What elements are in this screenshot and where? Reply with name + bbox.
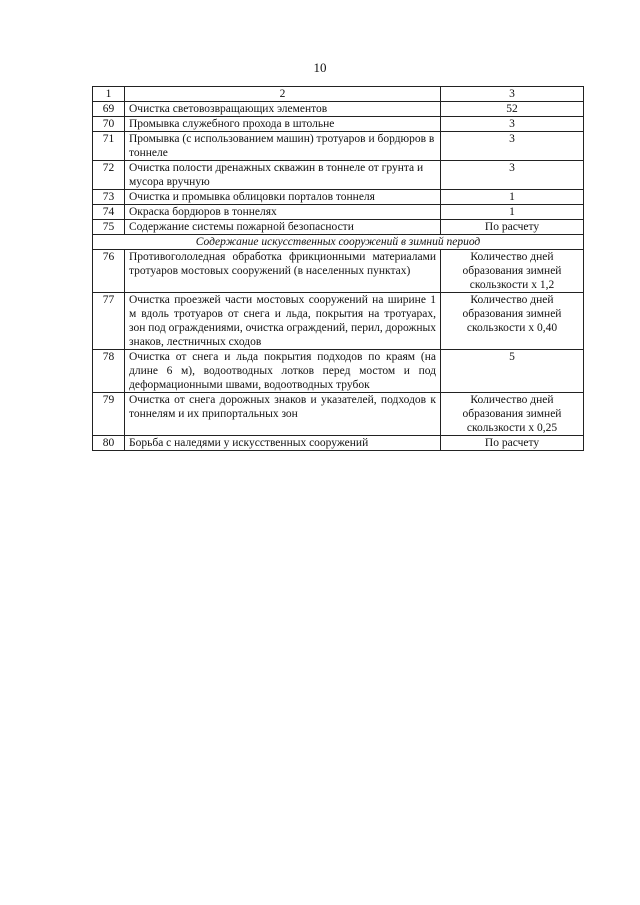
table-row: [93, 132, 584, 161]
table-body: [93, 87, 584, 451]
row-number: 72: [93, 161, 125, 190]
header-col-1: 1: [93, 87, 125, 102]
row-number: 78: [93, 350, 125, 393]
row-number: 76: [93, 250, 125, 293]
row-description: Очистка полости дренажных скважин в тоннеле от грунта и мусора вручную: [125, 161, 441, 190]
header-col-3: 3: [441, 87, 584, 102]
row-number: 71: [93, 132, 125, 161]
row-description: Содержание системы пожарной безопасности: [125, 220, 441, 235]
row-description: Противогололедная обработка фрикционными материалами тротуаров мостовых сооружений (в населенных пунктах): [125, 250, 441, 293]
row-number: 73: [93, 190, 125, 205]
table-row: [93, 393, 584, 436]
row-number: 80: [93, 436, 125, 451]
row-value: 1: [441, 190, 584, 205]
row-description: Очистка от снега и льда покрытия подходов по краям (на длине 6 м), водоотводных лотков перед мостом и под деформационными швами, водоотводных трубок: [125, 350, 441, 393]
row-description: Очистка световозвращающих элементов: [125, 102, 441, 117]
row-description: Промывка служебного прохода в штольне: [125, 117, 441, 132]
row-number: 74: [93, 205, 125, 220]
row-value: 5: [441, 350, 584, 393]
row-value: 3: [441, 161, 584, 190]
table-row: [93, 220, 584, 235]
table-header-row: [93, 87, 584, 102]
row-description: Борьба с наледями у искусственных сооружений: [125, 436, 441, 451]
table-row: [93, 293, 584, 350]
row-description: Очистка проезжей части мостовых сооружений на ширине 1 м вдоль тротуаров от снега и льда, покрытия на тротуарах, зон под ограждениями, очистка ограждений, перил, дорожных знаков, лестничных сходов: [125, 293, 441, 350]
row-description: Промывка (с использованием машин) тротуаров и бордюров в тоннеле: [125, 132, 441, 161]
row-value: По расчету: [441, 220, 584, 235]
row-value: 52: [441, 102, 584, 117]
table-row: [93, 117, 584, 132]
table-row: [93, 350, 584, 393]
row-value: Количество дней образования зимней скользкости х 0,40: [441, 293, 584, 350]
table-row: [93, 161, 584, 190]
works-table: [92, 86, 584, 451]
row-description: Очистка от снега дорожных знаков и указателей, подходов к тоннелям и их припортальных зон: [125, 393, 441, 436]
table-row: [93, 436, 584, 451]
row-description: Очистка и промывка облицовки порталов тоннеля: [125, 190, 441, 205]
page-number: 10: [313, 60, 327, 75]
header-col-2: 2: [125, 87, 441, 102]
table-row: [93, 190, 584, 205]
row-description: Окраска бордюров в тоннелях: [125, 205, 441, 220]
table-row: [93, 205, 584, 220]
row-number: 75: [93, 220, 125, 235]
row-value: 3: [441, 117, 584, 132]
row-value: Количество дней образования зимней скользкости х 1,2: [441, 250, 584, 293]
row-value: 3: [441, 132, 584, 161]
table-row: [93, 102, 584, 117]
table-row: [93, 250, 584, 293]
section-title: Содержание искусственных сооружений в зимний период: [93, 235, 584, 250]
section-row: [93, 235, 584, 250]
row-value: Количество дней образования зимней скользкости х 0,25: [441, 393, 584, 436]
row-number: 69: [93, 102, 125, 117]
row-value: 1: [441, 205, 584, 220]
row-number: 70: [93, 117, 125, 132]
row-number: 79: [93, 393, 125, 436]
row-value: По расчету: [441, 436, 584, 451]
row-number: 77: [93, 293, 125, 350]
